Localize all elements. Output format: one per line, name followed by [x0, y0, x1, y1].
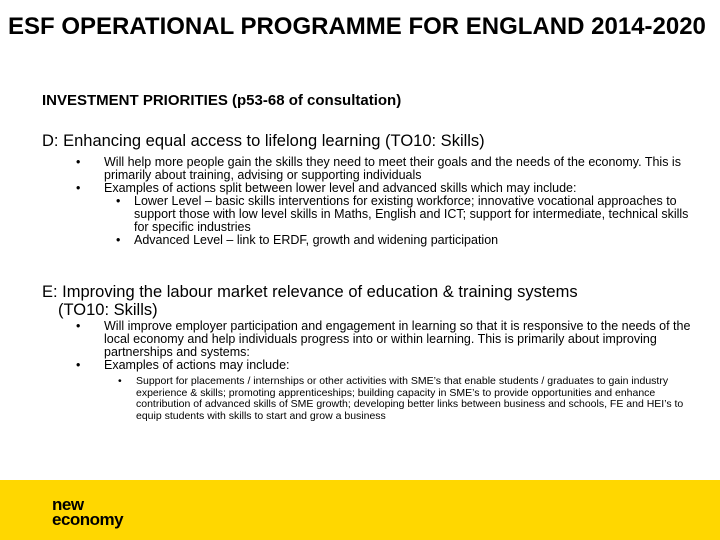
page-title: ESF OPERATIONAL PROGRAMME FOR ENGLAND 2014-2020 — [8, 13, 706, 40]
logo-line-economy: economy — [52, 510, 124, 529]
section-d-bullet-list — [76, 156, 696, 247]
section-e-bullet: • Will improve employer participation and engagement in learning so that it is responsive to the needs of the local economy and help individuals progress into or within learning. This is primarily about improving partnerships and systems: — [76, 320, 701, 359]
section-d-bullet: • Examples of actions split between lower level and advanced skills which may include: • Lower Level – basic skills interventions for existing workforce; innovative vocational approaches to support those with low level skills in Maths, English and ICT; support for intermediate, technical skills for specific industries • Advanced Level – link to ERDF, growth and widening participation — [76, 182, 696, 247]
section-d-sub-bullet: • Lower Level – basic skills interventions for existing workforce; innovative vocational approaches to support those with low level skills in Maths, English and ICT; support for intermediate, technical skills for specific industries — [116, 195, 696, 234]
section-e-sub-bullet: • Support for placements / internships or other activities with SME’s that enable students / graduates to gain industry experience & skills; promoting apprenticeships; building capacity in SME’s to provide opportunities and enhance contribution of advanced skills of SME growth; developing better links between business and schools, FE and HEI’s to equip students with skills to start and grow a business — [118, 376, 701, 422]
section-e-heading-line1: E: Improving the labour market relevance of education & training systems — [42, 283, 578, 301]
section-e-bullet: • Examples of actions may include: • Support for placements / internships or other activities with SME’s that enable students / graduates to gain industry experience & skills; promoting apprenticeships; building capacity in SME’s to provide opportunities and enhance contribution of advanced skills of SME growth; developing better links between business and schools, FE and HEI’s to equip students with skills to start and grow a business — [76, 359, 701, 422]
logo-line-new: new — [52, 495, 84, 514]
section-e-heading-line2: (TO10: Skills) — [58, 301, 158, 319]
new-economy-logo — [52, 497, 123, 527]
section-e-bullet-list — [76, 320, 701, 422]
section-d-sub-bullet-list — [116, 195, 696, 247]
section-d-bullet: • Will help more people gain the skills they need to meet their goals and the needs of the economy. This is primarily about training, advising or supporting individuals — [76, 156, 696, 182]
section-e-heading — [42, 283, 702, 319]
investment-priorities-subheading: INVESTMENT PRIORITIES (p53-68 of consultation) — [42, 92, 402, 109]
section-d-sub-bullet: • Advanced Level – link to ERDF, growth and widening participation — [116, 234, 696, 247]
section-e-sub-bullet-list — [118, 376, 701, 422]
section-d-heading: D: Enhancing equal access to lifelong learning (TO10: Skills) — [42, 132, 485, 150]
